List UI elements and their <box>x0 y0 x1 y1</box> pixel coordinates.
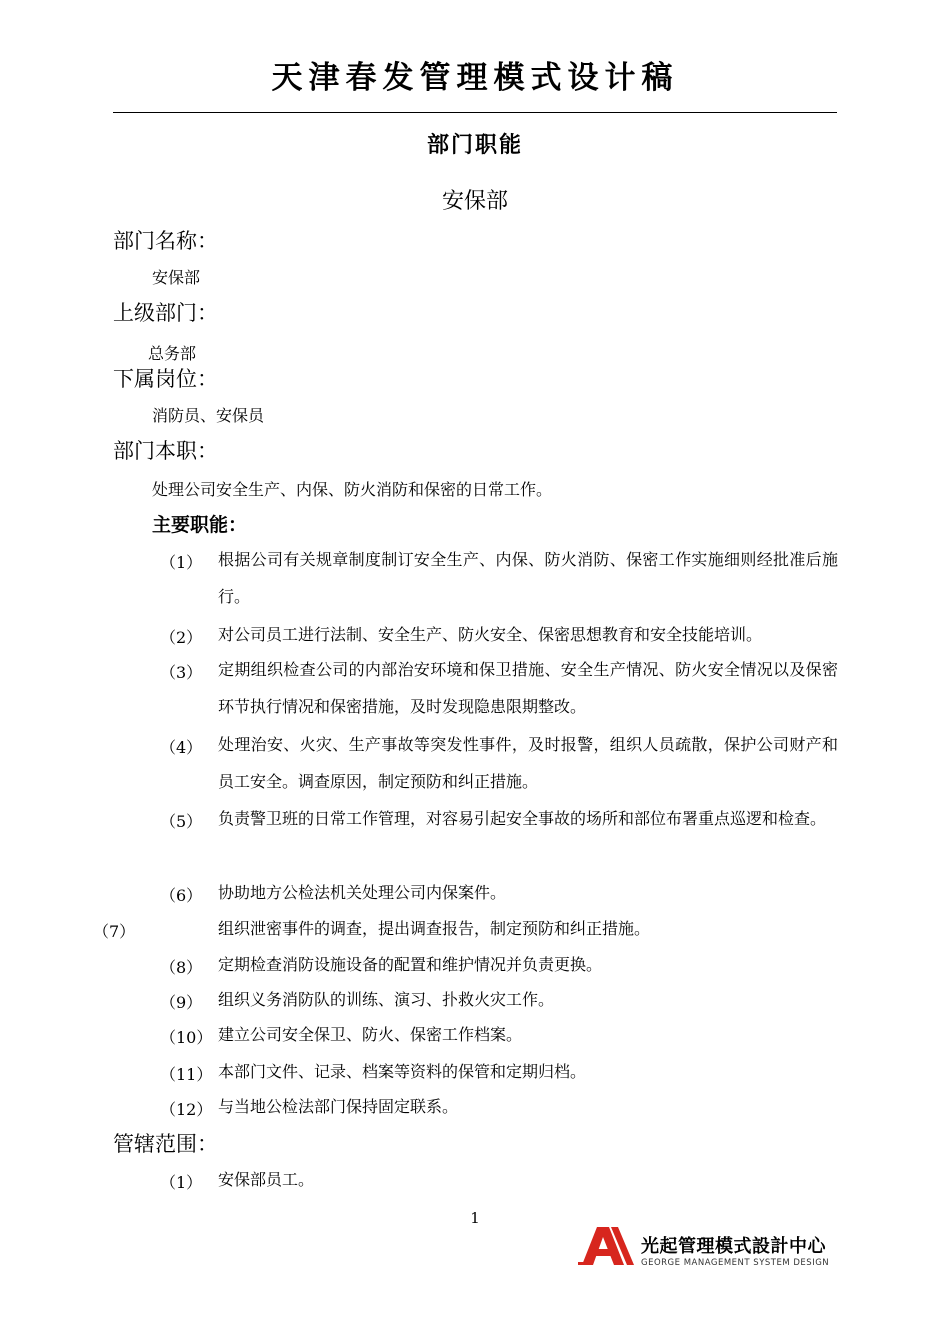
function-number: （3） <box>160 663 203 682</box>
function-number: （10） <box>160 1028 213 1047</box>
function-number: （5） <box>160 812 203 831</box>
function-number: （7） <box>93 922 136 941</box>
dept-name-value: 安保部 <box>152 268 201 287</box>
header-divider <box>113 112 837 113</box>
subordinate-posts-label: 下属岗位： <box>113 367 218 391</box>
function-text: 组织义务消防队的训练、演习、扑救火灾工作。 <box>218 990 555 1009</box>
function-text: 根据公司有关规章制度制订安全生产、内保、防火消防、保密工作实施细则经批准后施行。 <box>218 550 838 606</box>
dept-duty-value: 处理公司安全生产、内保、防火消防和保密的日常工作。 <box>152 480 553 499</box>
jurisdiction-text: 安保部员工。 <box>218 1170 315 1189</box>
function-text: 负责警卫班的日常工作管理，对容易引起安全事故的场所和部位布署重点巡逻和检查。 <box>218 809 827 828</box>
function-number: （9） <box>160 993 203 1012</box>
superior-dept-label: 上级部门： <box>113 301 218 325</box>
jurisdiction-label: 管辖范围： <box>113 1132 218 1156</box>
main-functions-label: 主要职能： <box>152 514 248 536</box>
dept-name-label: 部门名称： <box>113 229 218 253</box>
function-text: 本部门文件、记录、档案等资料的保管和定期归档。 <box>218 1062 587 1081</box>
function-text: 建立公司安全保卫、防火、保密工作档案。 <box>218 1025 523 1044</box>
logo-chinese-name: 光起管理模式設計中心 <box>641 1236 826 1257</box>
function-number: （6） <box>160 886 203 905</box>
function-number: （11） <box>160 1065 213 1084</box>
function-text: 组织泄密事件的调查，提出调查报告，制定预防和纠正措施。 <box>218 919 651 938</box>
function-text: 处理治安、火灾、生产事故等突发性事件，及时报警，组织人员疏散，保护公司财产和员工安全。调查原因，制定预防和纠正措施。 <box>218 735 838 791</box>
subordinate-posts-value: 消防员、安保员 <box>152 406 265 425</box>
function-number: （12） <box>160 1100 213 1119</box>
function-number: （2） <box>160 628 203 647</box>
department-title: 安保部 <box>441 189 508 214</box>
function-text: 协助地方公检法机关处理公司内保案件。 <box>218 883 507 902</box>
george-logo-icon <box>578 1226 636 1266</box>
document-title: 天津春发管理模式设计稿 <box>271 60 679 96</box>
function-number: （4） <box>160 738 203 757</box>
jurisdiction-number: （1） <box>160 1173 203 1192</box>
function-text: 对公司员工进行法制、安全生产、防火安全、保密思想教育和安全技能培训。 <box>218 625 763 644</box>
function-text: 与当地公检法部门保持固定联系。 <box>218 1097 459 1116</box>
section-title: 部门职能 <box>426 133 523 158</box>
logo-english-name: GEORGE MANAGEMENT SYSTEM DESIGN <box>641 1258 830 1268</box>
function-text: 定期组织检查公司的内部治安环境和保卫措施、安全生产情况、防火安全情况以及保密环节执行情况和保密措施，及时发现隐患限期整改。 <box>218 660 838 716</box>
dept-duty-label: 部门本职： <box>113 439 218 463</box>
function-number: （1） <box>160 553 203 572</box>
page-number: 1 <box>470 1209 480 1227</box>
function-number: （8） <box>160 958 203 977</box>
function-text: 定期检查消防设施设备的配置和维护情况并负责更换。 <box>218 955 603 974</box>
superior-dept-value: 总务部 <box>148 344 197 363</box>
